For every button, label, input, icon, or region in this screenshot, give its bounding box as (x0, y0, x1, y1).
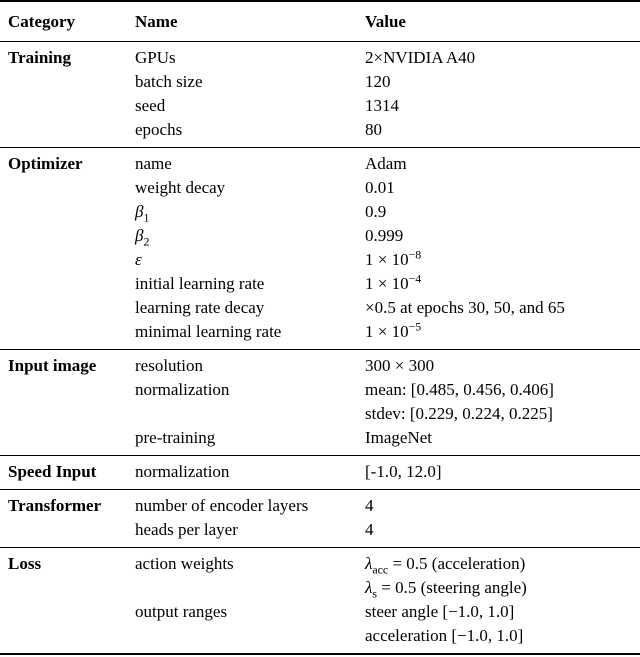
category-cell (0, 224, 135, 248)
column-header-name: Name (135, 12, 178, 31)
category-cell (0, 624, 135, 654)
value-cell: $\lambda_{acc} = 0.5$ (acceleration) (365, 554, 526, 577)
table-row (0, 426, 640, 456)
category-cell (0, 118, 135, 148)
category-cell (0, 248, 135, 272)
name-cell: pre-training (135, 428, 216, 447)
value-cell: $1 \times 10^{-5}$ (365, 319, 422, 341)
category-cell (0, 200, 135, 224)
value-cell: 0.01 (365, 178, 395, 197)
name-cell: batch size (135, 72, 203, 91)
value-cell: stdev: [0.229, 0.224, 0.225] (365, 404, 553, 423)
name-cell: number of encoder layers (135, 496, 309, 515)
value-cell: 4 (365, 520, 374, 539)
category-cell (0, 600, 135, 624)
value-cell: $1 \times 10^{-4}$ (365, 271, 422, 293)
name-cell (135, 402, 365, 426)
value-cell: Adam (365, 154, 407, 173)
name-cell: action weights (135, 554, 234, 573)
name-cell: initial learning rate (135, 274, 265, 293)
category-cell (0, 402, 135, 426)
value-cell: 1314 (365, 96, 399, 115)
table-row (0, 70, 640, 94)
name-cell: heads per layer (135, 520, 238, 539)
table-row (0, 200, 640, 224)
column-header-category: Category (8, 12, 76, 31)
category-cell: Loss (8, 554, 42, 573)
table-row (0, 402, 640, 426)
name-cell (135, 576, 365, 600)
category-cell (0, 272, 135, 296)
name-cell: weight decay (135, 178, 226, 197)
value-cell: 120 (365, 72, 391, 91)
table-row (0, 42, 640, 71)
name-cell: name (135, 154, 172, 173)
value-cell: 4 (365, 496, 374, 515)
value-cell: $1 \times 10^{-8}$ (365, 247, 422, 269)
table-row (0, 296, 640, 320)
table-row (0, 320, 640, 350)
value-cell: ImageNet (365, 428, 433, 447)
name-cell: normalization (135, 462, 230, 481)
category-cell (0, 518, 135, 548)
name-cell: $\beta_2$ (135, 226, 150, 249)
category-cell: Transformer (8, 496, 102, 515)
category-cell (0, 94, 135, 118)
value-cell: $\lambda_s = 0.5$ (steering angle) (365, 578, 527, 601)
header-row (0, 1, 640, 42)
table-row (0, 272, 640, 296)
category-cell (0, 176, 135, 200)
category-cell (0, 378, 135, 402)
category-cell (0, 426, 135, 456)
table-group-input-image (0, 350, 640, 456)
category-cell (0, 320, 135, 350)
name-cell: output ranges (135, 602, 228, 621)
table-row (0, 248, 640, 272)
value-cell: steer angle [−1.0, 1.0] (365, 602, 515, 621)
value-cell: ×0.5 at epochs 30, 50, and 65 (365, 298, 565, 317)
table-row (0, 350, 640, 379)
table-group-loss (0, 548, 640, 655)
table-row (0, 490, 640, 519)
name-cell: seed (135, 96, 166, 115)
category-cell: Optimizer (8, 154, 83, 173)
value-cell: mean: [0.485, 0.456, 0.406] (365, 380, 554, 399)
category-cell: Training (8, 48, 71, 67)
value-cell: acceleration [−1.0, 1.0] (365, 626, 524, 645)
value-cell: 0.999 (365, 226, 404, 245)
name-cell: epochs (135, 120, 183, 139)
name-cell: GPUs (135, 48, 176, 67)
table-row (0, 456, 640, 490)
table-row (0, 548, 640, 577)
value-cell: 80 (365, 120, 382, 139)
table-group-speed-input (0, 456, 640, 490)
category-cell: Speed Input (8, 462, 97, 481)
name-cell: learning rate decay (135, 298, 265, 317)
name-cell: normalization (135, 380, 230, 399)
column-header-value: Value (365, 12, 406, 31)
value-cell: 2×NVIDIA A40 (365, 48, 476, 67)
category-cell (0, 576, 135, 600)
value-cell: [-1.0, 12.0] (365, 462, 442, 481)
name-cell: $\beta_1$ (135, 202, 150, 225)
table-row (0, 378, 640, 402)
name-cell: minimal learning rate (135, 322, 282, 341)
table-row (0, 148, 640, 177)
table-row (0, 576, 640, 600)
table-header (0, 1, 640, 42)
category-cell (0, 70, 135, 94)
category-cell (0, 296, 135, 320)
name-cell: ε (135, 250, 142, 269)
table-row (0, 94, 640, 118)
table-group-training (0, 42, 640, 148)
table-row (0, 118, 640, 148)
table-group-optimizer (0, 148, 640, 350)
table-row (0, 600, 640, 624)
table-row (0, 624, 640, 654)
value-cell: 0.9 (365, 202, 387, 221)
category-cell: Input image (8, 356, 97, 375)
value-cell: 300 × 300 (365, 356, 435, 375)
table-row (0, 224, 640, 248)
name-cell: resolution (135, 356, 203, 375)
table-row (0, 518, 640, 548)
name-cell (135, 624, 365, 654)
table-group-transformer (0, 490, 640, 548)
table-row (0, 176, 640, 200)
